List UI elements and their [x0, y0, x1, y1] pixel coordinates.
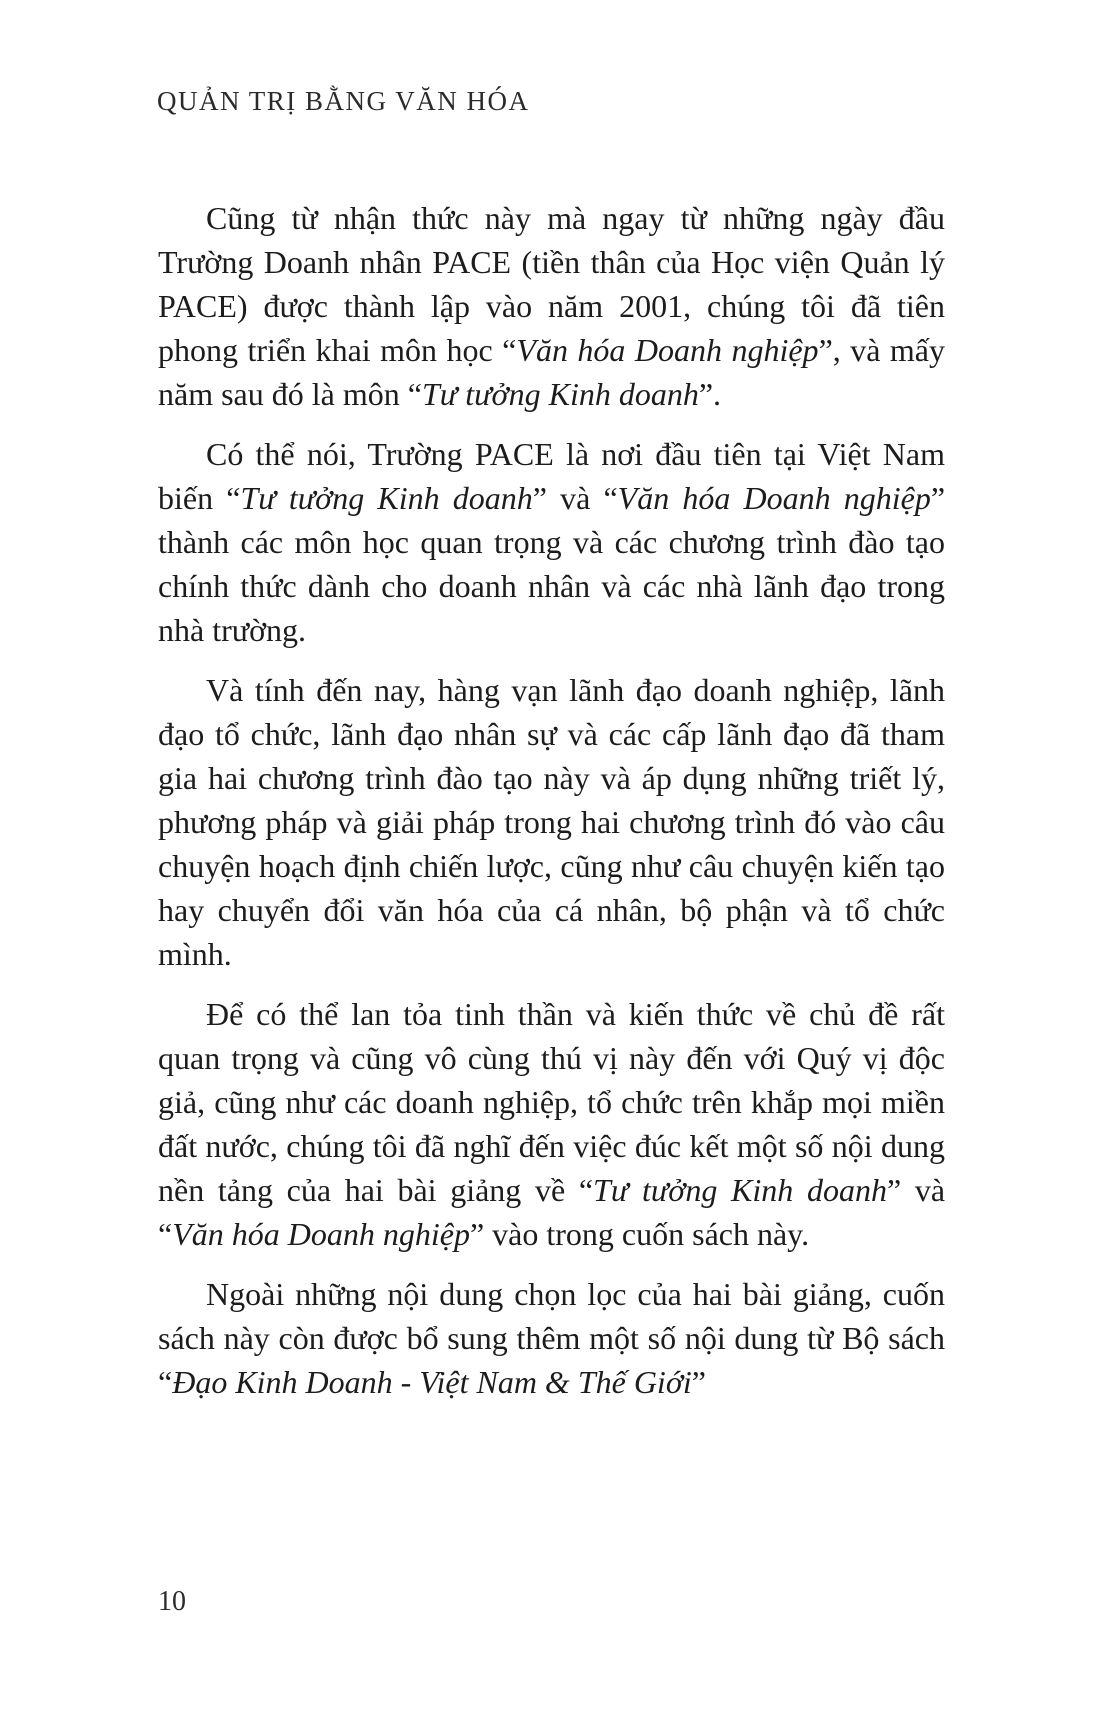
- italic-text-run: Văn hóa Doanh nghiệp: [172, 1216, 470, 1252]
- italic-text-run: Tư tưởng Kinh doanh: [593, 1172, 887, 1208]
- text-run: Ngoài những nội dung chọn lọc của hai bài giảng, cuốn sách này còn được bổ sung thêm một số nội dung từ Bộ sách “: [158, 1276, 945, 1400]
- text-run: ”.: [698, 376, 722, 412]
- italic-text-run: Văn hóa Doanh nghiệp: [516, 332, 819, 368]
- page-number: 10: [158, 1586, 186, 1617]
- text-run: Để có thể lan tỏa tinh thần và kiến thức về chủ đề rất quan trọng và cũng vô cùng thú vị này đến với Quý vị độc giả, cũng như các doanh nghiệp, tổ chức trên khắp mọi miền đất nước, chúng tôi đã nghĩ đến việc đúc kết một số nội dung nền tảng của hai bài giảng về “: [158, 996, 945, 1208]
- text-run: ”, và mấy năm sau đó là môn “: [158, 332, 946, 412]
- text-run: ”: [691, 1364, 706, 1400]
- text-run: Và tính đến nay, hàng vạn lãnh đạo doanh nghiệp, lãnh đạo tổ chức, lãnh đạo nhân sự và các cấp lãnh đạo đã tham gia hai chương trình đào tạo này và áp dụng những triết lý, phương pháp và giải pháp trong hai chương trình đó vào câu chuyện hoạch định chiến lược, cũng như câu chuyện kiến tạo hay chuyển đổi văn hóa của cá nhân, bộ phận và tổ chức mình.: [158, 672, 945, 972]
- italic-text-run: Văn hóa Doanh nghiệp: [617, 480, 931, 516]
- running-header: QUẢN TRỊ BẰNG VĂN HÓA: [157, 86, 530, 116]
- text-run: ” và “: [532, 480, 618, 516]
- paragraph: [158, 992, 945, 1256]
- text-run: Có thể nói, Trường PACE là nơi đầu tiên tại Việt Nam biến “: [158, 436, 945, 516]
- paragraph: [158, 1272, 945, 1404]
- text-run: ” vào trong cuốn sách này.: [469, 1216, 810, 1252]
- text-run: ” thành các môn học quan trọng và các chương trình đào tạo chính thức dành cho doanh nhân và các nhà lãnh đạo trong nhà trường.: [158, 480, 946, 648]
- italic-text-run: Đạo Kinh Doanh - Việt Nam & Thế Giới: [172, 1364, 692, 1400]
- italic-text-run: Tư tưởng Kinh doanh: [240, 480, 533, 516]
- text-run: ” và “: [158, 1172, 946, 1252]
- italic-text-run: Tư tưởng Kinh doanh: [421, 376, 699, 412]
- text-run: Cũng từ nhận thức này mà ngay từ những ngày đầu Trường Doanh nhân PACE (tiền thân của Học viện Quản lý PACE) được thành lập vào năm 2001, chúng tôi đã tiên phong triển khai môn học “: [158, 200, 945, 368]
- paragraph: [158, 668, 945, 976]
- paragraph: [158, 432, 945, 652]
- body-text: [158, 196, 945, 1420]
- paragraph: [158, 196, 945, 416]
